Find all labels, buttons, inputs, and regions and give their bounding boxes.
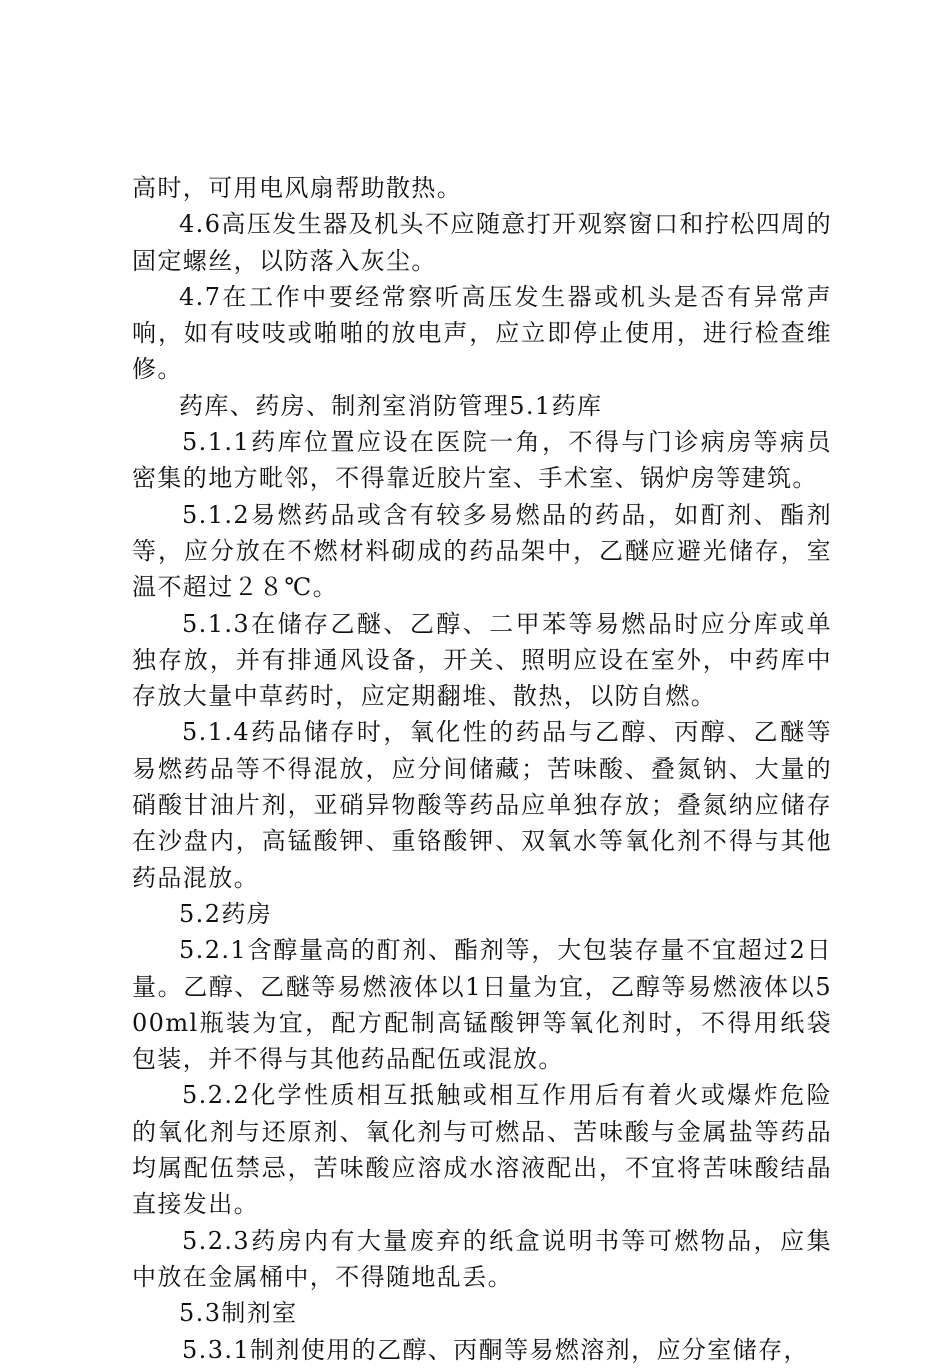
paragraph-4-6: 4.6高压发生器及机头不应随意打开观察窗口和拧松四周的固定螺丝，以防落入灰尘。 (132, 210, 832, 275)
document-body (132, 170, 832, 1368)
paragraph-5-3-1: 5.3.1制剂使用的乙醇、丙酮等易燃溶剂，应分室储存， (182, 1335, 809, 1364)
section-heading-pharmacy-fire-management: 药库、药房、制剂室消防管理5.1药库 (179, 391, 603, 420)
section-heading-5-3: 5.3制剂室 (179, 1299, 298, 1328)
paragraph-4-7: 4.7在工作中要经常察听高压发生器或机头是否有异常声响，如有吱吱或啪啪的放电声，应立即停止使用，进行检查维修。 (132, 282, 832, 384)
paragraph-5-1-4: 5.1.4药品储存时，氧化性的药品与乙醇、丙醇、乙醚等易燃药品等不得混放，应分间储藏；苦味酸、叠氮钠、大量的硝酸甘油片剂，亚硝异物酸等药品应单独存放；叠氮纳应储存在沙盘内，高锰酸钾、重铬酸钾、双氧水等氧化剂不得与其他药品混放。 (132, 718, 832, 892)
paragraph-5-1-3: 5.1.3在储存乙醚、乙醇、二甲苯等易燃品时应分库或单独存放，并有排通风设备，开关、照明应设在室外，中药库中存放大量中草药时，应定期翻堆、散热，以防自燃。 (132, 609, 832, 711)
paragraph-5-2-2: 5.2.2化学性质相互抵触或相互作用后有着火或爆炸危险的氧化剂与还原剂、氧化剂与可燃品、苦味酸与金属盐等药品均属配伍禁忌，苦味酸应溶成水溶液配出，不宜将苦味酸结晶直接发出。 (132, 1081, 832, 1219)
paragraph-5-1-1: 5.1.1药库位置应设在医院一角，不得与门诊病房等病员密集的地方毗邻，不得靠近胶片室、手术室、锅炉房等建筑。 (132, 428, 832, 493)
paragraph-5-2-1: 5.2.1含醇量高的酊剂、酯剂等，大包装存量不宜超过2日量。乙醇、乙醚等易燃液体以1日量为宜，乙醇等易燃液体以500ml瓶装为宜，配方配制高锰酸钾等氧化剂时，不得用纸袋包装，并不得与其他药品配伍或混放。 (132, 936, 832, 1074)
paragraph-5-2-3: 5.2.3药房内有大量废弃的纸盒说明书等可燃物品，应集中放在金属桶中，不得随地乱丢。 (132, 1226, 832, 1291)
section-heading-5-2: 5.2药房 (179, 899, 273, 928)
paragraph-continuation: 高时，可用电风扇帮助散热。 (132, 174, 463, 202)
paragraph-5-1-2: 5.1.2易燃药品或含有较多易燃品的药品，如酊剂、酯剂等，应分放在不燃材料砌成的药品架中，乙醚应避光储存，室温不超过２８℃。 (132, 500, 832, 602)
